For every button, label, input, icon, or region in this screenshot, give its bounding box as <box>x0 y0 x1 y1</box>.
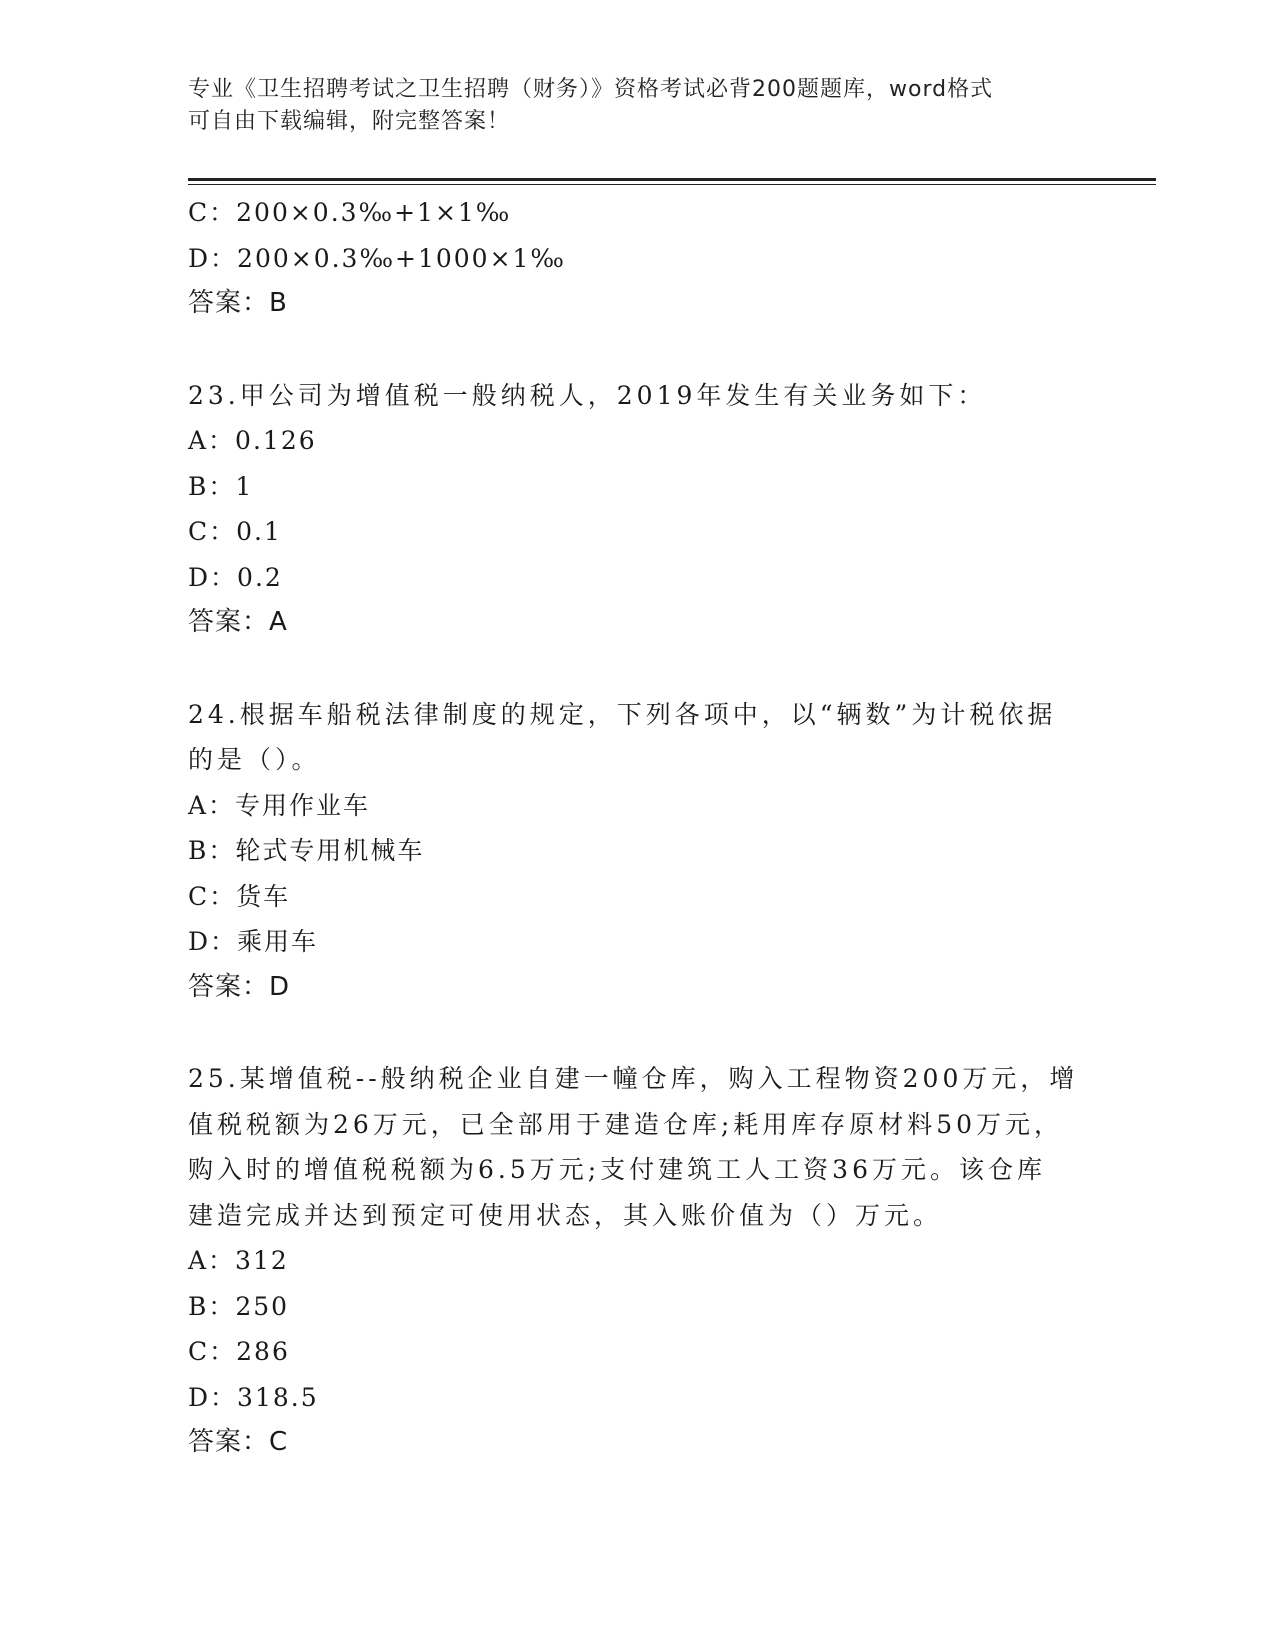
question-stem-line: 购入时的增值税税额为6.5万元;支付建筑工人工资36万元。该仓库 <box>188 1155 1046 1184</box>
header-divider-thick <box>188 178 1156 181</box>
option-b: B：250 <box>188 1291 290 1321</box>
answer-line: 答案：A <box>188 607 288 637</box>
header-line-2: 可自由下载编辑，附完整答案！ <box>188 109 511 134</box>
question-stem: 23.甲公司为增值税一般纳税人，2019年发生有关业务如下： <box>188 380 987 410</box>
option-a: A：专用作业车 <box>188 790 371 820</box>
question-stem-line: 25.某增值税--般纳税企业自建一幢仓库，购入工程物资200万元，增 <box>188 1064 1079 1093</box>
option-c: C：0.1 <box>188 517 282 546</box>
option-c: C：货车 <box>188 881 291 911</box>
question-list <box>188 190 1088 1466</box>
answer-line: 答案：D <box>188 971 291 1002</box>
answer-line: 答案：C <box>188 1427 289 1457</box>
option-b: B：1 <box>188 471 254 501</box>
answer-line: 答案：B <box>188 288 288 318</box>
document-header <box>188 74 1068 138</box>
question-stem-line: 建造完成并达到预定可使用状态，其入账价值为（）万元。 <box>188 1200 943 1230</box>
option-a: A：312 <box>188 1246 289 1275</box>
option-b: B：轮式专用机械车 <box>188 836 425 865</box>
header-divider-thin <box>188 184 1156 185</box>
option-d: D：318.5 <box>188 1382 319 1412</box>
option-c: C：286 <box>188 1337 290 1366</box>
question-stem-line: 24.根据车船税法律制度的规定，下列各项中，以“辆数”为计税依据 <box>188 699 1057 729</box>
option-c: C：200×0.3‰+1×1‰ <box>188 198 512 227</box>
question-24 <box>188 692 1088 1011</box>
option-d: D：0.2 <box>188 562 283 592</box>
header-line-1: 专业《卫生招聘考试之卫生招聘（财务）》资格考试必背200题题库，word格式 <box>188 77 994 102</box>
question-stem-line: 值税税额为26万元，已全部用于建造仓库;耗用库存原材料50万元， <box>188 1109 1064 1139</box>
option-d: D：200×0.3‰+1000×1‰ <box>188 243 566 273</box>
question-23 <box>188 373 1088 646</box>
question-stem-line: 的是（）。 <box>188 745 321 774</box>
previous-question-tail <box>188 190 1088 327</box>
option-d: D：乘用车 <box>188 927 319 956</box>
option-a: A：0.126 <box>188 426 317 455</box>
question-25 <box>188 1056 1088 1466</box>
